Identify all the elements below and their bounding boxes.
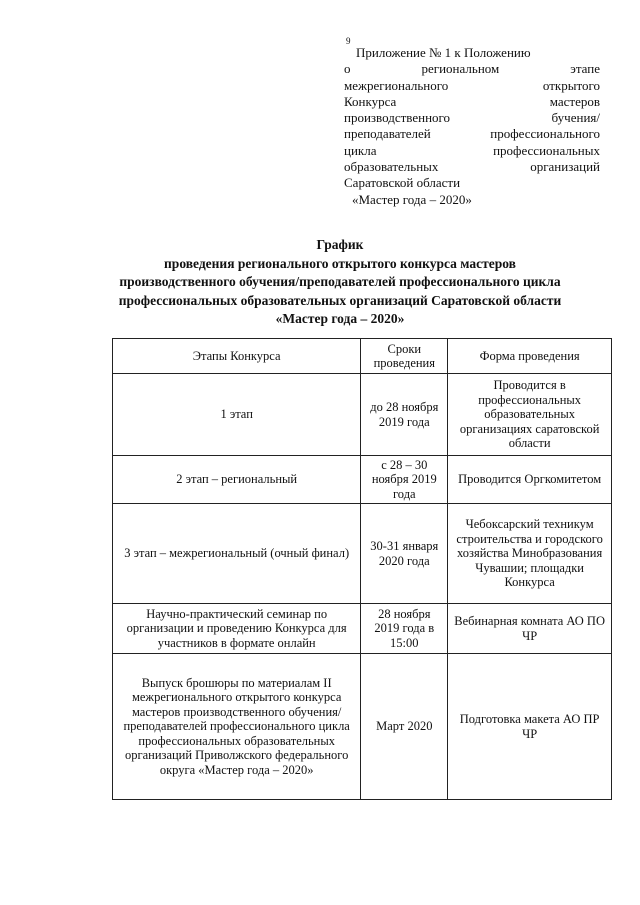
table-row	[113, 504, 612, 604]
cell-dates: до 28 ноября 2019 года	[361, 374, 448, 456]
cell-form: Вебинарная комната АО ПО ЧР	[448, 604, 612, 654]
cell-dates: Март 2020	[361, 654, 448, 800]
appendix-line: производственного бучения/	[344, 110, 600, 126]
table-header-row	[113, 339, 612, 374]
table-row	[113, 374, 612, 456]
cell-form: Подготовка макета АО ПР ЧР	[448, 654, 612, 800]
schedule-table	[112, 338, 612, 800]
appendix-line: преподавателей профессионального	[344, 126, 600, 142]
appendix-line: «Мастер года – 2020»	[352, 191, 472, 207]
page-number: 9	[346, 36, 351, 46]
cell-dates: 28 ноября 2019 года в 15:00	[361, 604, 448, 654]
cell-stage: 3 этап – межрегиональный (очный финал)	[113, 504, 361, 604]
appendix-header	[344, 45, 600, 208]
table-row	[113, 604, 612, 654]
header-form: Форма проведения	[448, 339, 612, 374]
table-row	[113, 456, 612, 504]
appendix-line: Приложение № 1 к Положению	[356, 45, 531, 60]
cell-form: Чебоксарский техникум строительства и городского хозяйства Минобразования Чувашии; площадки Конкурса	[448, 504, 612, 604]
title-heading: График	[316, 237, 364, 252]
title-line: производственного обучения/преподавателей профессионального цикла	[119, 274, 561, 289]
appendix-line: Саратовской области	[344, 175, 461, 191]
title-line: «Мастер года – 2020»	[275, 311, 405, 326]
cell-stage: Научно-практический семинар по организации и проведению Конкурса для участников в формате онлайн	[113, 604, 361, 654]
cell-form: Проводится в профессиональных образовательных организациях саратовской области	[448, 374, 612, 456]
header-stages: Этапы Конкурса	[113, 339, 361, 374]
title-line: проведения регионального открытого конкурса мастеров	[164, 255, 516, 271]
appendix-line: цикла профессиональных	[344, 142, 600, 158]
appendix-line: о региональном этапе	[344, 61, 600, 77]
table-row	[113, 654, 612, 800]
header-dates: Сроки проведения	[361, 339, 448, 374]
appendix-line: межрегионального открытого	[344, 77, 600, 93]
cell-dates: с 28 – 30 ноября 2019 года	[361, 456, 448, 504]
document-title	[60, 236, 620, 329]
cell-stage: Выпуск брошюры по материалам II межрегионального открытого конкурса мастеров производственного обучения/преподавателей профессионального цикла профессиональных образовательных организаций Приволжского федерального округа «Мастер года – 2020»	[113, 654, 361, 800]
cell-stage: 1 этап	[113, 374, 361, 456]
cell-form: Проводится Оргкомитетом	[448, 456, 612, 504]
appendix-line: образовательных организаций	[344, 159, 600, 175]
appendix-line: Конкурса мастеров	[344, 93, 600, 109]
title-line: профессиональных образовательных организаций Саратовской области	[118, 292, 562, 308]
cell-dates: 30-31 января 2020 года	[361, 504, 448, 604]
cell-stage: 2 этап – региональный	[113, 456, 361, 504]
